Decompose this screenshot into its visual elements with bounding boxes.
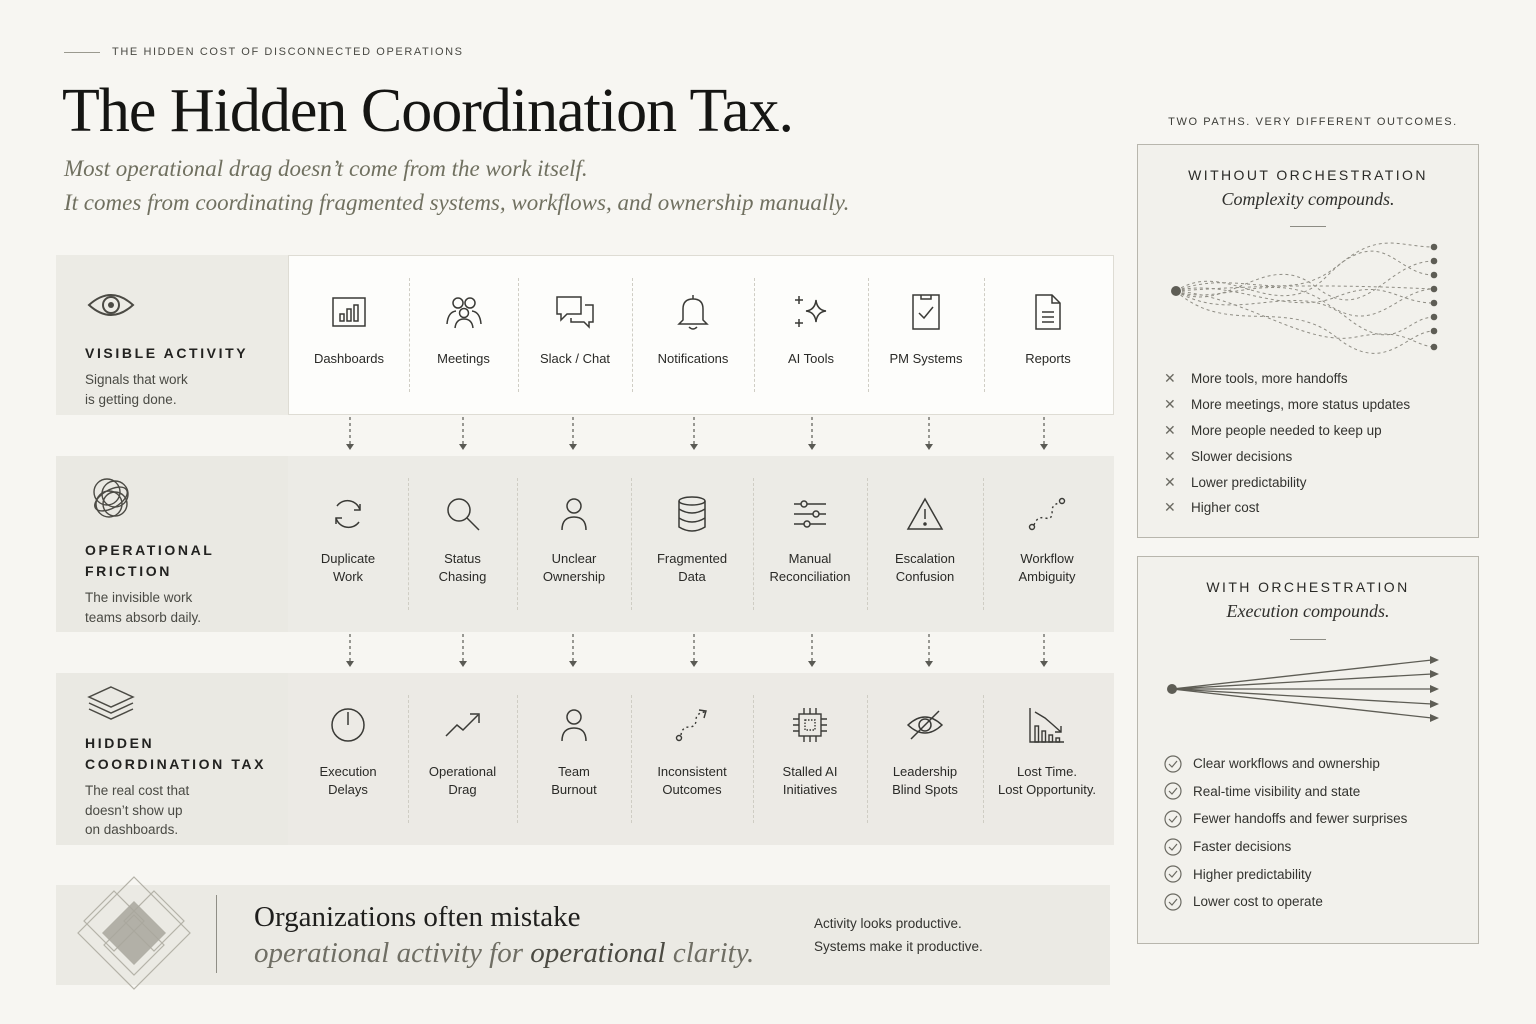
bell-icon (673, 292, 713, 332)
diamond-logo-icon (76, 875, 196, 995)
item-meetings (409, 256, 518, 414)
clock-icon (328, 705, 368, 745)
panel-title: WITH ORCHESTRATION (1206, 579, 1410, 595)
row-description: The real cost that doesn’t show up on dashboards. (85, 783, 190, 837)
chat-icon (555, 292, 595, 332)
list-item-text: Lower cost to operate (1193, 894, 1323, 910)
banner-quote-line-2 (254, 937, 754, 970)
x-mark-icon: ✕ (1164, 499, 1176, 516)
database-icon (672, 494, 712, 534)
operational-friction-lead (56, 456, 288, 632)
connector-arrows-2 (288, 632, 1114, 672)
connector-arrows-1 (288, 415, 1114, 455)
sliders-icon (790, 494, 830, 534)
item-pm-systems (868, 256, 984, 414)
item-label: Stalled AI Initiatives (782, 764, 838, 797)
people-icon (444, 292, 484, 332)
converging-paths-diagram (1162, 651, 1452, 731)
list-item-text: Lower predictability (1191, 474, 1307, 490)
eye-off-icon (905, 705, 945, 745)
banner-quote-emphasis: operational (530, 937, 666, 969)
bar-chart-icon (329, 292, 369, 332)
item-execution-delays (288, 673, 408, 845)
check-circle-icon (1164, 865, 1193, 883)
item-reports (984, 256, 1112, 414)
list-item-text: More meetings, more status updates (1191, 397, 1411, 413)
list-item-text: Higher cost (1191, 500, 1260, 516)
list-item (1164, 750, 1407, 778)
eyebrow-rule (64, 52, 100, 53)
search-icon (443, 494, 483, 534)
subtitle-line-2: It comes from coordinating fragmented systems, workflows, and ownership manually. (64, 190, 850, 215)
item-label: PM Systems (889, 351, 963, 366)
layers-icon (85, 685, 137, 723)
item-label: Leadership Blind Spots (892, 764, 958, 797)
item-label: Unclear Ownership (542, 551, 606, 584)
banner-quote-line-1: Organizations often mistake (254, 901, 581, 933)
hidden-coordination-tax-lead (56, 673, 288, 845)
item-label: Reports (1025, 351, 1071, 366)
list-item-text: Faster decisions (1193, 839, 1292, 855)
hidden-coordination-tax-items (288, 673, 1114, 845)
without-orchestration-panel (1137, 144, 1479, 538)
x-mark-icon: ✕ (1164, 396, 1176, 413)
check-circle-icon (1164, 810, 1193, 828)
banner-note-1: Activity looks productive. (814, 916, 962, 931)
panel-rule (1290, 639, 1326, 640)
page-title: The Hidden Coordination Tax. (62, 77, 794, 145)
list-item (1164, 443, 1410, 469)
document-icon (1028, 292, 1068, 332)
list-item (1164, 888, 1407, 916)
item-escalation-confusion (867, 456, 983, 632)
without-list (1164, 366, 1410, 521)
warning-icon (905, 494, 945, 534)
list-item (1164, 860, 1407, 888)
item-status-chasing (408, 456, 517, 632)
item-label: Workflow Ambiguity (1018, 551, 1076, 584)
item-inconsistent-outcomes (631, 673, 753, 845)
row-description: The invisible work teams absorb daily. (85, 590, 202, 625)
item-label: Notifications (657, 351, 729, 366)
panel-title: WITHOUT ORCHESTRATION (1188, 167, 1428, 183)
panel-subtitle: Execution compounds. (1226, 601, 1390, 621)
list-item-text: Higher predictability (1193, 866, 1312, 882)
refresh-icon (328, 494, 368, 534)
person-icon (554, 494, 594, 534)
panel-rule (1290, 226, 1326, 227)
item-ai-tools (754, 256, 868, 414)
trend-up-icon (443, 705, 483, 745)
eye-icon (85, 285, 137, 329)
eyebrow-text: THE HIDDEN COST OF DISCONNECTED OPERATIONS (112, 46, 464, 58)
banner-quote-part-c: clarity. (665, 937, 755, 969)
list-item-text: Real-time visibility and state (1193, 783, 1361, 799)
person-icon (554, 705, 594, 745)
hidden-coordination-tax-row (56, 673, 1114, 845)
item-dashboards (289, 256, 409, 414)
list-item (1164, 805, 1407, 833)
x-mark-icon: ✕ (1164, 421, 1176, 438)
item-label: Meetings (437, 351, 490, 366)
with-orchestration-panel (1137, 556, 1479, 944)
item-slack-chat (518, 256, 632, 414)
item-manual-reconciliation (753, 456, 867, 632)
item-label: Dashboards (313, 351, 385, 366)
item-label: Operational Drag (428, 764, 497, 797)
list-item-text: More tools, more handoffs (1191, 371, 1348, 387)
clipboard-check-icon (906, 292, 946, 332)
item-label: Duplicate Work (320, 551, 376, 584)
item-team-burnout (517, 673, 631, 845)
sparkles-icon (791, 292, 831, 332)
item-fragmented-data (631, 456, 753, 632)
item-duplicate-work (288, 456, 408, 632)
item-unclear-ownership (517, 456, 631, 632)
list-item (1164, 418, 1410, 444)
operational-friction-items (288, 456, 1114, 632)
subtitle-line-1: Most operational drag doesn’t come from the work itself. (64, 156, 588, 181)
x-mark-icon: ✕ (1164, 370, 1176, 387)
item-label: Team Burnout (551, 764, 597, 797)
item-label: Slack / Chat (539, 351, 611, 366)
visible-activity-row (56, 255, 1114, 415)
list-item (1164, 833, 1407, 861)
item-label: Inconsistent Outcomes (657, 764, 727, 797)
list-item (1164, 366, 1410, 392)
row-description: Signals that work is getting done. (85, 372, 188, 407)
declining-bars-icon (1027, 705, 1067, 745)
item-operational-drag (408, 673, 517, 845)
banner-quote-part-a: operational activity for (254, 937, 531, 969)
item-leadership-blind-spots (867, 673, 983, 845)
chip-icon (790, 705, 830, 745)
list-item-text: More people needed to keep up (1191, 422, 1382, 438)
with-list (1164, 750, 1407, 916)
item-workflow-ambiguity (983, 456, 1111, 632)
list-item (1164, 778, 1407, 806)
item-notifications (632, 256, 754, 414)
banner-divider (216, 895, 217, 973)
item-label: Lost Time. Lost Opportunity. (997, 764, 1097, 797)
row-title: OPERATIONAL FRICTION (85, 542, 215, 579)
check-circle-icon (1164, 755, 1193, 773)
item-label: Escalation Confusion (895, 551, 955, 584)
row-title: VISIBLE ACTIVITY (85, 345, 249, 361)
tangled-paths-diagram (1166, 237, 1446, 357)
check-circle-icon (1164, 893, 1193, 911)
item-label: Status Chasing (438, 551, 487, 584)
item-label: Fragmented Data (656, 551, 728, 584)
list-item-text: Fewer handoffs and fewer surprises (1193, 811, 1408, 827)
x-mark-icon: ✕ (1164, 447, 1176, 464)
list-item-text: Slower decisions (1191, 448, 1293, 464)
x-mark-icon: ✕ (1164, 473, 1176, 490)
operational-friction-row (56, 456, 1114, 632)
visible-activity-items (288, 255, 1114, 415)
list-item-text: Clear workflows and ownership (1193, 756, 1380, 772)
list-item (1164, 392, 1410, 418)
tangled-circles-icon (85, 474, 137, 524)
check-circle-icon (1164, 782, 1193, 800)
dashed-arrow-icon (672, 705, 712, 745)
panel-subtitle: Complexity compounds. (1221, 189, 1395, 209)
item-label: AI Tools (787, 351, 834, 366)
item-label: Manual Reconciliation (769, 551, 851, 584)
row-title: HIDDEN COORDINATION TAX (85, 735, 267, 772)
list-item (1164, 495, 1410, 521)
item-lost-time (983, 673, 1111, 845)
takeaway-banner (56, 885, 1110, 985)
check-circle-icon (1164, 838, 1193, 856)
dotted-path-icon (1027, 494, 1067, 534)
banner-note-2: Systems make it productive. (814, 939, 983, 954)
list-item (1164, 469, 1410, 495)
eyebrow (64, 46, 464, 58)
side-eyebrow: TWO PATHS. VERY DIFFERENT OUTCOMES. (1168, 116, 1458, 128)
item-label: Execution Delays (319, 764, 377, 797)
item-stalled-ai-initiatives (753, 673, 867, 845)
visible-activity-lead (56, 255, 288, 415)
